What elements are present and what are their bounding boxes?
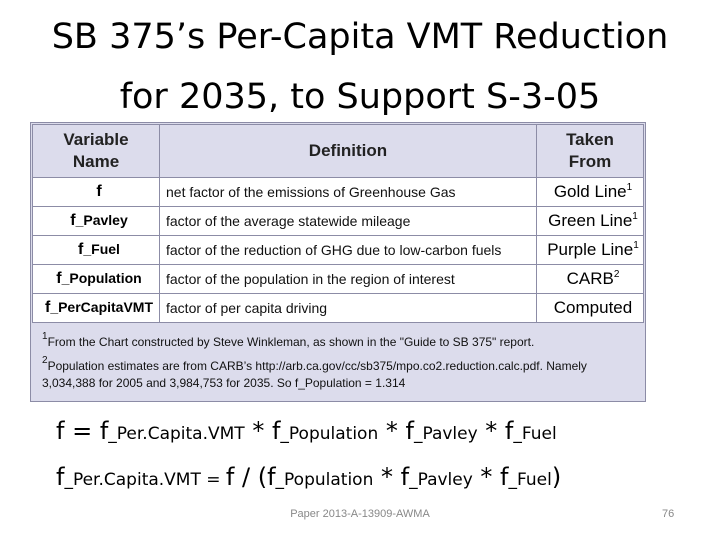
source-cell [537, 207, 644, 236]
eq1-sub-c: _Pavley [413, 424, 478, 444]
eq2-part-a: f [56, 463, 65, 491]
eq1-part-c: * f [378, 417, 414, 445]
header-taken-line2: From [568, 152, 612, 171]
variable-name-cell [33, 236, 160, 265]
source-footnote-mark: 2 [613, 269, 620, 280]
definition-cell: factor of the reduction of GHG due to low-carbon fuels [160, 236, 537, 265]
definition-cell: factor of the population in the region of interest [160, 265, 537, 294]
variable-sub: _Population [61, 270, 142, 286]
equation-1 [56, 416, 557, 449]
source-cell [537, 294, 644, 323]
eq2-part-c: * f [373, 463, 410, 491]
slide-title-line2: for 2035, to Support S-3-05 [119, 77, 601, 117]
table-row [33, 178, 644, 207]
source-cell [537, 178, 644, 207]
footnote-1-text: From the Chart constructed by Steve Winkleman, as shown in the "Guide to SB 375" report. [47, 335, 535, 349]
variable-base: f [44, 299, 51, 316]
footer-paper-id: Paper 2013-A-13909-AWMA [290, 508, 430, 520]
variable-sub: _Fuel [83, 241, 120, 257]
source-text: Purple Line [547, 240, 634, 259]
source-text: Computed [553, 298, 633, 317]
slide-title-line1: SB 375’s Per-Capita VMT Reduction [51, 17, 669, 57]
eq1-sub-b: _Population [280, 424, 379, 444]
variable-name-cell [33, 178, 160, 207]
eq2-sub-d: _Fuel [508, 470, 552, 490]
eq2-part-d: * f [472, 463, 509, 491]
source-text: Gold Line [553, 182, 627, 201]
eq1-sub-a: _Per.Capita.VMT [108, 424, 245, 444]
variable-name-cell [33, 265, 160, 294]
table-row [33, 265, 644, 294]
eq1-part-b: * f [244, 417, 281, 445]
variable-base: f [70, 212, 76, 229]
eq2-sub-b: _Population [275, 470, 374, 490]
header-taken-line1: Taken [566, 130, 614, 149]
footnote-2 [42, 355, 642, 392]
footnote-2-text: Population estimates are from CARB’s http://arb.ca.gov/cc/sb375/mpo.co2.reduction.calc.pdf. Namely 3,034,388 for 2005 and 3,984,753 for 2035. So f_Population = 1.314 [42, 359, 587, 390]
header-taken-from [537, 125, 644, 178]
variable-base: f [78, 241, 84, 258]
source-text: Green Line [548, 211, 633, 230]
equation-2 [56, 462, 561, 495]
variable-sub: _PerCapitaVMT [50, 299, 154, 315]
source-footnote-mark: 1 [626, 182, 633, 193]
page-number: 76 [662, 508, 675, 520]
variable-base: f [56, 270, 62, 287]
eq1-part-a: f = f [56, 417, 109, 445]
eq2-part-e: ) [551, 463, 562, 491]
eq2-part-b: f / (f [225, 463, 276, 491]
variables-table [32, 124, 644, 323]
table-row [33, 236, 644, 265]
footnote-1-mark: 1 [42, 331, 48, 342]
eq2-sub-a: _Per.Capita.VMT = [64, 470, 226, 490]
definition-cell: net factor of the emissions of Greenhouse Gas [160, 178, 537, 207]
source-footnote-mark: 1 [632, 211, 638, 222]
variable-sub: _Pavley [75, 212, 128, 228]
table-row [33, 294, 644, 323]
footnote-2-mark: 2 [42, 355, 48, 366]
definition-cell: factor of per capita driving [160, 294, 537, 323]
eq1-part-d: * f [477, 417, 514, 445]
variable-name-cell [33, 294, 160, 323]
eq1-sub-d: _Fuel [513, 424, 557, 444]
source-cell [537, 236, 644, 265]
variable-base: f [96, 183, 102, 200]
header-variable-line2: Name [72, 152, 120, 171]
header-definition: Definition [160, 125, 537, 178]
source-cell [537, 265, 644, 294]
table-header-row [33, 125, 644, 178]
source-footnote-mark: 1 [633, 240, 639, 251]
table-row [33, 207, 644, 236]
definition-cell: factor of the average statewide mileage [160, 207, 537, 236]
header-variable-name [33, 125, 160, 178]
source-text: CARB [566, 269, 614, 288]
header-variable-line1: Variable [63, 130, 129, 149]
variable-name-cell [33, 207, 160, 236]
footnote-1 [42, 331, 535, 351]
eq2-sub-c: _Pavley [409, 470, 473, 490]
